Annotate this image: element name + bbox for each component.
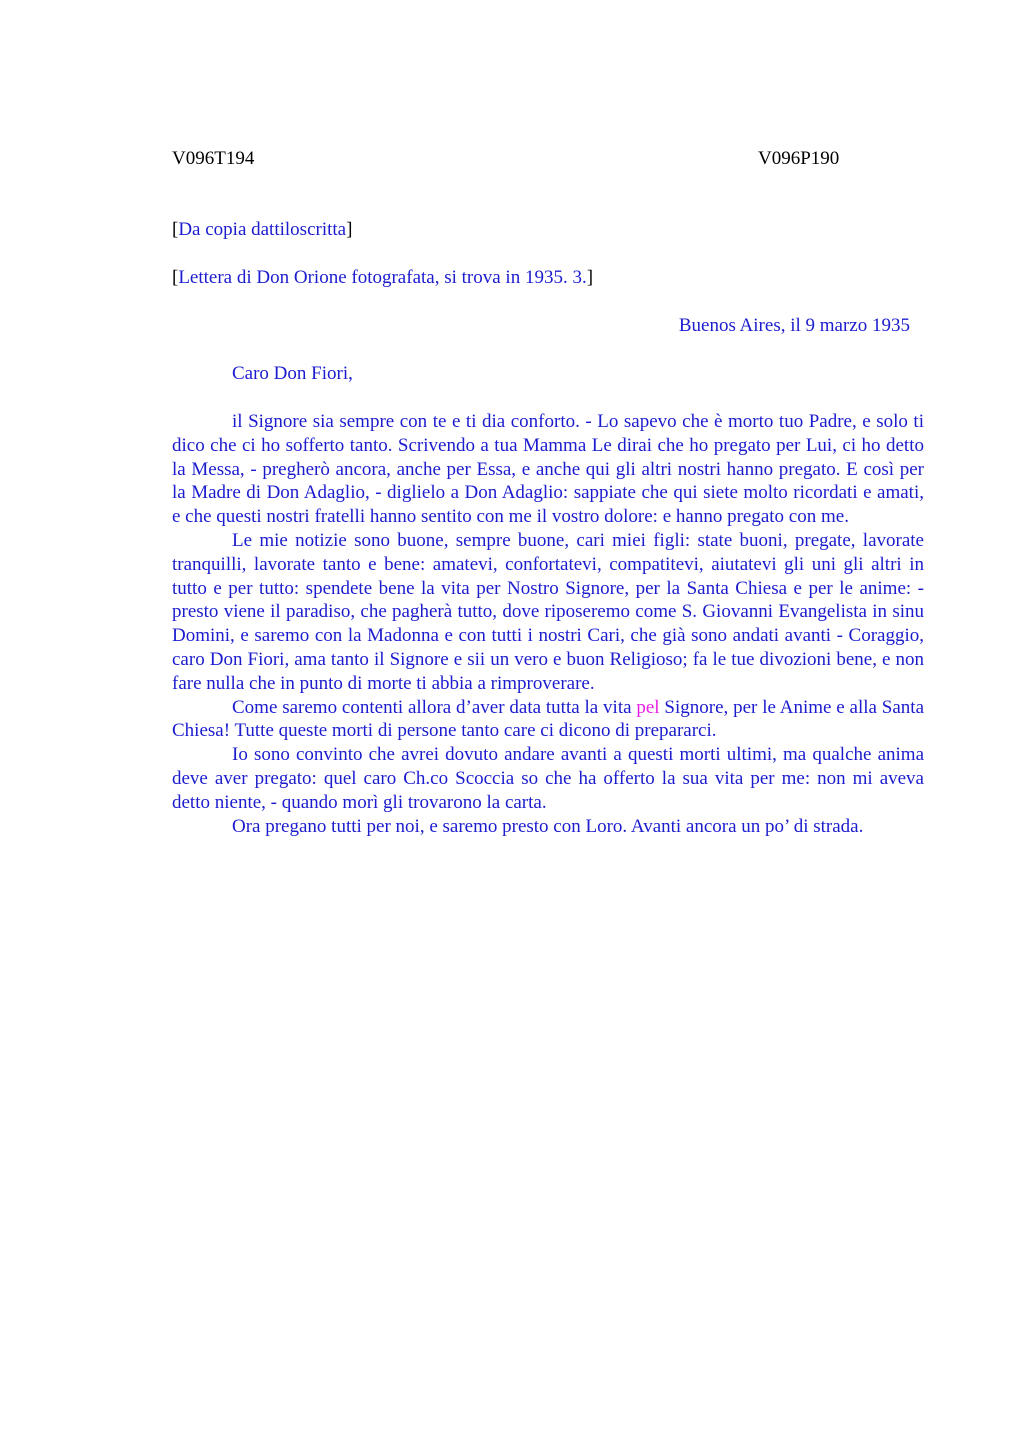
- paragraph-3-text-start: Come saremo contenti allora d’aver data tutta la vita: [232, 696, 637, 718]
- letter-paragraph-2: Le mie notizie sono buone, sempre buone, cari miei figli: state buoni, pregate, lavorate tranquilli, lavorate tanto e bene: amatevi, confortatevi, compatitevi, aiutatevi gli uni gli altri in tutto e per tutto: spendete bene la vita per Nostro Signore, per la Santa Chiesa e per le anime: - presto viene il paradiso, che pagherà tutto, dove riposeremo come S. Giovanni Evangelista in sinu Domini, e saremo con la Madonna e con tutti i nostri Cari, che già sono andati avanti - Coraggio, caro Don Fiori, ama tanto il Signore e sii un vero e buon Religioso; fa le tue divozioni bene, e non fare nulla che in punto di morte ti abbia a rimproverare.: [172, 529, 924, 694]
- photo-note: [Lettera di Don Orione fotografata, si trova in 1935. 3.]: [172, 267, 594, 288]
- source-note-text: Da copia dattiloscritta: [178, 219, 347, 240]
- letter-salutation: Caro Don Fiori,: [232, 363, 353, 384]
- letter-paragraph-3: [172, 696, 924, 744]
- paragraph-3-text-end: Signore, per le Anime e alla Santa Chiesa! Tutte queste morti di persone tanto care ci dicono di prepararci.: [172, 696, 925, 742]
- letter-dateline: Buenos Aires, il 9 marzo 1935: [678, 315, 910, 336]
- letter-paragraph-4: Io sono convinto che avrei dovuto andare avanti a questi morti ultimi, ma qualche anima deve aver pregato: quel caro Ch.co Scoccia so che ha offerto la sua vita per me: non mi aveva detto niente, - quando morì gli trovarono la carta.: [172, 744, 924, 813]
- source-note: [Da copia dattiloscritta]: [172, 219, 353, 240]
- document-reference-left: V096T194: [172, 148, 255, 169]
- document-reference-right: V096P190: [758, 148, 840, 169]
- letter-body: [172, 410, 924, 838]
- letter-paragraph-5: Ora pregano tutti per noi, e saremo presto con Loro. Avanti ancora un po’ di strada.: [232, 815, 864, 837]
- letter-paragraph-1: il Signore sia sempre con te e ti dia conforto. - Lo sapevo che è morto tuo Padre, e solo ti dico che ci ho sofferto tanto. Scrivendo a tua Mamma Le dirai che ho pregato per Lui, ci ho detto la Messa, - pregherò ancora, anche per Essa, e anche qui gli altri nostri hanno pregato. E così per la Madre di Don Adaglio, - diglielo a Don Adaglio: sappiate che qui siete molto ricordati e amati, e che questi nostri fratelli hanno sentito con me il vostro dolore: e hanno pregato con me.: [172, 411, 924, 528]
- highlighted-word: pel: [636, 696, 660, 718]
- photo-note-text: Lettera di Don Orione fotografata, si trova in 1935. 3.: [178, 267, 587, 288]
